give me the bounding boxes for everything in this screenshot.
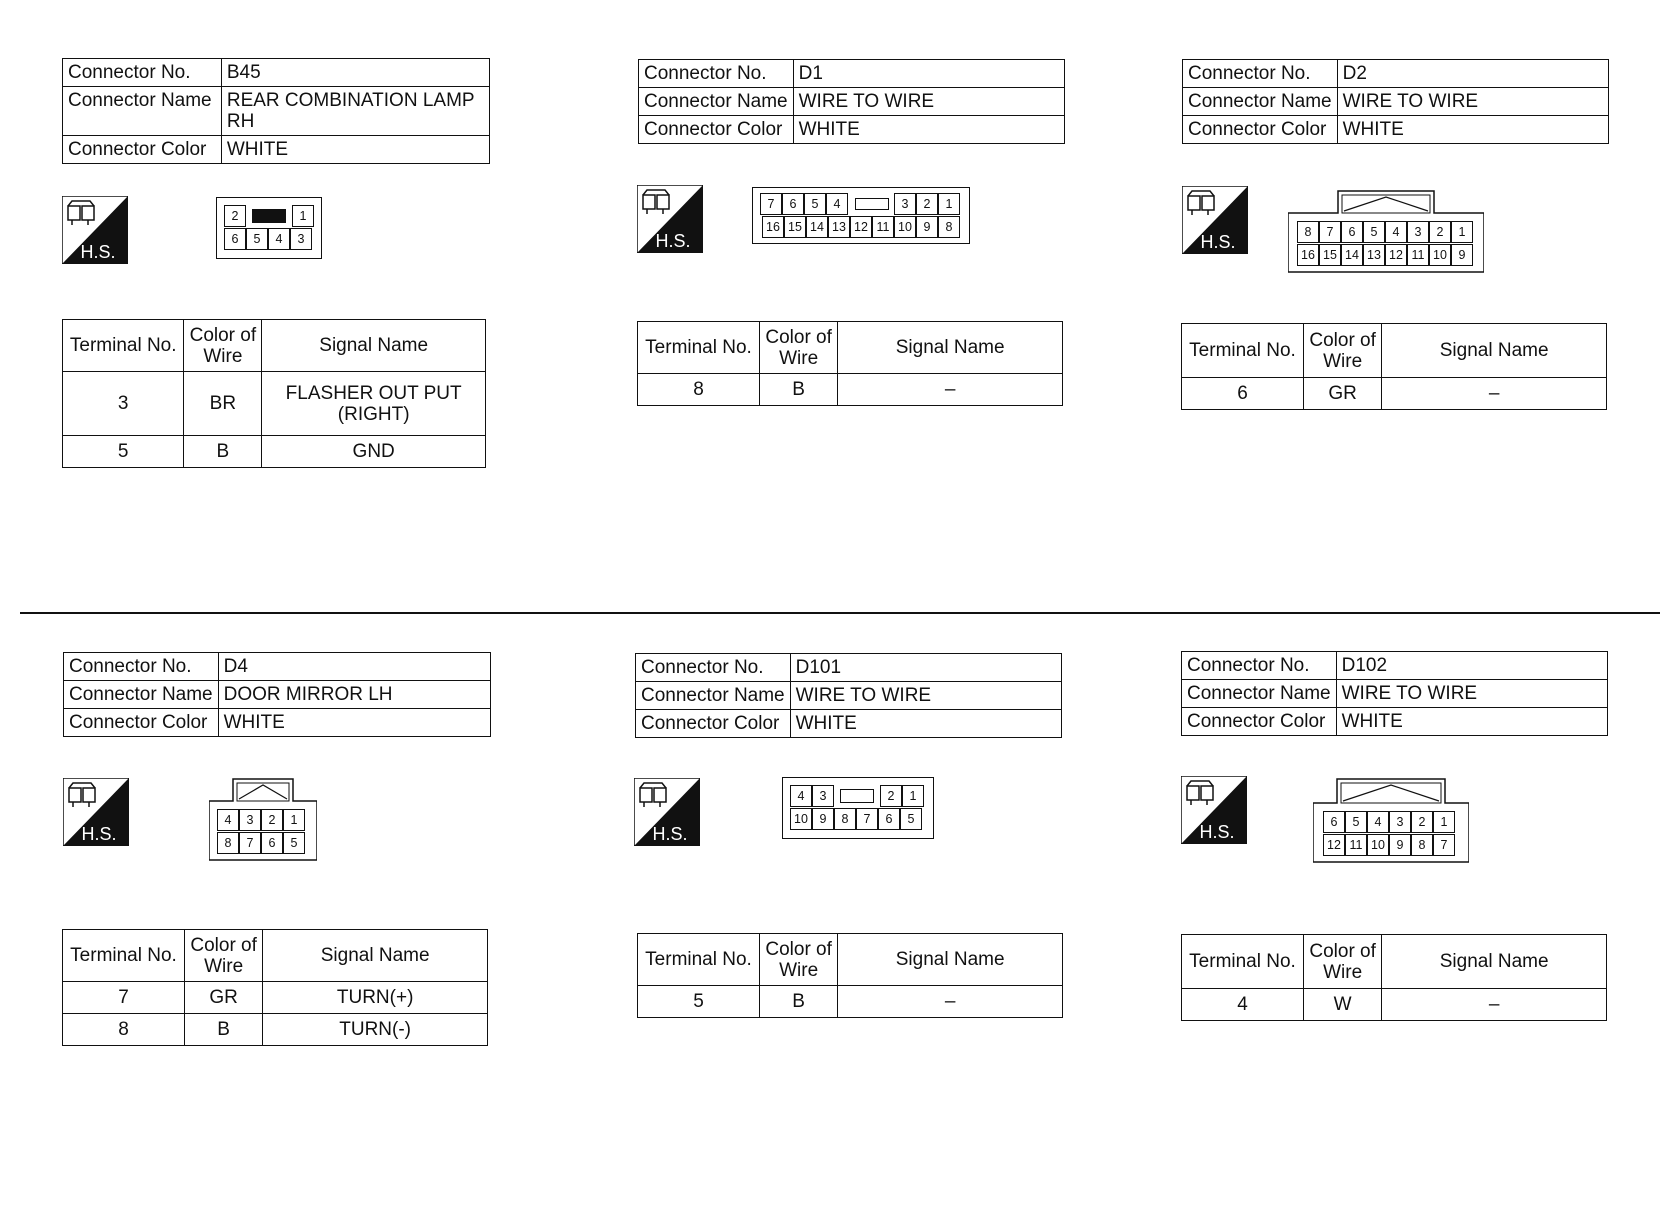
color-of-wire-header: Color of Wire (1304, 324, 1382, 378)
pin: 11 (872, 216, 894, 238)
pin-cavity (840, 789, 874, 803)
connector-b45-info (62, 58, 490, 164)
pin: 2 (916, 193, 938, 215)
signal-name: – (1382, 989, 1607, 1021)
pin: 12 (850, 216, 872, 238)
pin: 4 (1367, 811, 1389, 833)
terminal-no: 7 (63, 982, 185, 1014)
pin: 3 (812, 785, 834, 807)
connector-no-value: D1 (793, 60, 1064, 88)
pin: 6 (224, 228, 246, 250)
connector-name-value: WIRE TO WIRE (790, 682, 1061, 710)
connector-d102-info (1181, 651, 1608, 736)
pin: 2 (224, 205, 246, 227)
terminal-no: 5 (63, 436, 184, 468)
color-of-wire-header: Color of Wire (184, 320, 262, 372)
pin: 2 (1429, 221, 1451, 243)
connector-name-value: WIRE TO WIRE (793, 88, 1064, 116)
pin: 16 (1297, 244, 1319, 266)
pin: 5 (1345, 811, 1367, 833)
pin: 13 (1363, 244, 1385, 266)
pin: 3 (290, 228, 312, 250)
pin: 8 (938, 216, 960, 238)
connector-color-value: WHITE (793, 116, 1064, 144)
terminal-no: 8 (63, 1014, 185, 1046)
signal-name-header: Signal Name (1382, 935, 1607, 989)
color-of-wire-header: Color of Wire (185, 930, 263, 982)
pin: 10 (790, 808, 812, 830)
info-table (62, 58, 490, 164)
pin: 10 (894, 216, 916, 238)
pin: 15 (784, 216, 806, 238)
signal-name: – (838, 374, 1063, 406)
connector-no-label: Connector No. (63, 59, 222, 87)
pin: 3 (1389, 811, 1411, 833)
pin: 5 (283, 832, 305, 854)
connector-face-d1 (752, 187, 970, 244)
connector-color-label: Connector Color (1182, 708, 1337, 736)
pin: 14 (1341, 244, 1363, 266)
pin: 15 (1319, 244, 1341, 266)
connector-color-value: WHITE (221, 136, 489, 164)
terminal-no-header: Terminal No. (63, 930, 185, 982)
wire-color: GR (1304, 378, 1382, 410)
pin: 9 (1451, 244, 1473, 266)
pin: 8 (1297, 221, 1319, 243)
pin: 7 (856, 808, 878, 830)
terminal-no-header: Terminal No. (638, 322, 760, 374)
terminal-table-d101 (637, 933, 1063, 1018)
color-of-wire-header: Color of Wire (760, 934, 838, 986)
pin: 6 (261, 832, 283, 854)
signal-name-header: Signal Name (838, 934, 1063, 986)
section-divider (20, 612, 1660, 614)
connector-d4-info (63, 652, 491, 737)
pin: 9 (812, 808, 834, 830)
signal-name: GND (262, 436, 486, 468)
pin-cavity (855, 198, 889, 210)
connector-name-label: Connector Name (63, 87, 222, 136)
pin: 3 (239, 809, 261, 831)
hs-label: H.S. (80, 242, 116, 262)
connector-color-label: Connector Color (63, 136, 222, 164)
pin-cavity (252, 209, 286, 223)
harness-side-icon (1181, 776, 1247, 844)
pin: 2 (880, 785, 902, 807)
connector-name-label: Connector Name (1182, 680, 1337, 708)
pin: 1 (902, 785, 924, 807)
terminal-table-d1 (637, 321, 1063, 406)
pin: 4 (217, 809, 239, 831)
connector-no-value: D2 (1337, 60, 1608, 88)
connector-name-value: REAR COMBINATION LAMP RH (221, 87, 489, 136)
signal-name: – (838, 986, 1063, 1018)
pin: 9 (1389, 834, 1411, 856)
hs-label: H.S. (1200, 232, 1236, 252)
signal-name-header: Signal Name (262, 320, 486, 372)
connector-face-d2 (1288, 189, 1484, 273)
connector-no-label: Connector No. (1182, 652, 1337, 680)
connector-color-value: WHITE (1336, 708, 1607, 736)
connector-no-value: D4 (218, 653, 490, 681)
pin: 14 (806, 216, 828, 238)
wire-color: B (760, 986, 838, 1018)
terminal-no-header: Terminal No. (1182, 324, 1304, 378)
wire-color: B (184, 436, 262, 468)
connector-color-label: Connector Color (1183, 116, 1338, 144)
connector-name-label: Connector Name (64, 681, 219, 709)
signal-name-header: Signal Name (1382, 324, 1607, 378)
pin: 9 (916, 216, 938, 238)
pin: 6 (1341, 221, 1363, 243)
terminal-table-b45 (62, 319, 486, 468)
connector-no-value: D102 (1336, 652, 1607, 680)
connector-name-value: DOOR MIRROR LH (218, 681, 490, 709)
harness-side-icon (634, 778, 700, 846)
wire-color: B (185, 1014, 263, 1046)
pin: 10 (1367, 834, 1389, 856)
connector-face-b45 (216, 197, 322, 259)
connector-name-value: WIRE TO WIRE (1337, 88, 1608, 116)
connector-color-label: Connector Color (639, 116, 794, 144)
terminal-no: 3 (63, 372, 184, 436)
connector-no-label: Connector No. (1183, 60, 1338, 88)
pin: 1 (283, 809, 305, 831)
color-of-wire-header: Color of Wire (1304, 935, 1382, 989)
wire-color: GR (185, 982, 263, 1014)
harness-side-icon (637, 185, 703, 253)
terminal-no: 6 (1182, 378, 1304, 410)
wire-color: B (760, 374, 838, 406)
pin: 7 (760, 193, 782, 215)
pin: 13 (828, 216, 850, 238)
signal-name: FLASHER OUT PUT (RIGHT) (262, 372, 486, 436)
color-of-wire-header: Color of Wire (760, 322, 838, 374)
terminal-no-header: Terminal No. (63, 320, 184, 372)
pin: 4 (790, 785, 812, 807)
pin: 5 (900, 808, 922, 830)
connector-name-label: Connector Name (1183, 88, 1338, 116)
pin: 1 (292, 205, 314, 227)
harness-side-icon (1182, 186, 1248, 254)
connector-name-label: Connector Name (639, 88, 794, 116)
pin: 5 (804, 193, 826, 215)
connector-color-value: WHITE (218, 709, 490, 737)
pin: 8 (1411, 834, 1433, 856)
terminal-no-header: Terminal No. (1182, 935, 1304, 989)
hs-label: H.S. (1199, 822, 1235, 842)
connector-no-label: Connector No. (64, 653, 219, 681)
pin: 10 (1429, 244, 1451, 266)
wire-color: W (1304, 989, 1382, 1021)
pin: 4 (826, 193, 848, 215)
connector-d101-info (635, 653, 1062, 738)
pin: 12 (1385, 244, 1407, 266)
connector-name-value: WIRE TO WIRE (1336, 680, 1607, 708)
signal-name: TURN(-) (263, 1014, 488, 1046)
terminal-table-d4 (62, 929, 488, 1046)
pin: 5 (246, 228, 268, 250)
terminal-no: 5 (638, 986, 760, 1018)
hs-label: H.S. (655, 231, 691, 251)
connector-color-value: WHITE (1337, 116, 1608, 144)
pin: 16 (762, 216, 784, 238)
pin: 3 (1407, 221, 1429, 243)
pin: 1 (1451, 221, 1473, 243)
connector-name-label: Connector Name (636, 682, 791, 710)
hs-label: H.S. (81, 824, 117, 844)
pin: 12 (1323, 834, 1345, 856)
pin: 4 (1385, 221, 1407, 243)
connector-face-d102 (1313, 777, 1469, 863)
connector-face-d4 (209, 777, 317, 861)
connector-color-value: WHITE (790, 710, 1061, 738)
pin: 1 (938, 193, 960, 215)
pin: 4 (268, 228, 290, 250)
pin: 5 (1363, 221, 1385, 243)
pin: 11 (1407, 244, 1429, 266)
signal-name: – (1382, 378, 1607, 410)
signal-name-header: Signal Name (838, 322, 1063, 374)
harness-side-icon (63, 778, 129, 846)
harness-side-icon (62, 196, 128, 264)
terminal-no-header: Terminal No. (638, 934, 760, 986)
connector-no-label: Connector No. (636, 654, 791, 682)
hs-label: H.S. (652, 824, 688, 844)
signal-name-header: Signal Name (263, 930, 488, 982)
pin: 7 (239, 832, 261, 854)
pin: 7 (1319, 221, 1341, 243)
terminal-table-d102 (1181, 934, 1607, 1021)
pin: 7 (1433, 834, 1455, 856)
pin: 3 (894, 193, 916, 215)
connector-color-label: Connector Color (636, 710, 791, 738)
wire-color: BR (184, 372, 262, 436)
connector-d1-info (638, 59, 1065, 144)
signal-name: TURN(+) (263, 982, 488, 1014)
pin: 8 (217, 832, 239, 854)
connector-no-value: B45 (221, 59, 489, 87)
pin: 6 (1323, 811, 1345, 833)
connector-no-label: Connector No. (639, 60, 794, 88)
terminal-no: 8 (638, 374, 760, 406)
pin: 1 (1433, 811, 1455, 833)
connector-color-label: Connector Color (64, 709, 219, 737)
pin: 8 (834, 808, 856, 830)
pin: 6 (878, 808, 900, 830)
terminal-no: 4 (1182, 989, 1304, 1021)
pin: 2 (1411, 811, 1433, 833)
pin: 6 (782, 193, 804, 215)
connector-no-value: D101 (790, 654, 1061, 682)
connector-face-d101 (782, 777, 934, 839)
terminal-table-d2 (1181, 323, 1607, 410)
connector-d2-info (1182, 59, 1609, 144)
pin: 11 (1345, 834, 1367, 856)
pin: 2 (261, 809, 283, 831)
